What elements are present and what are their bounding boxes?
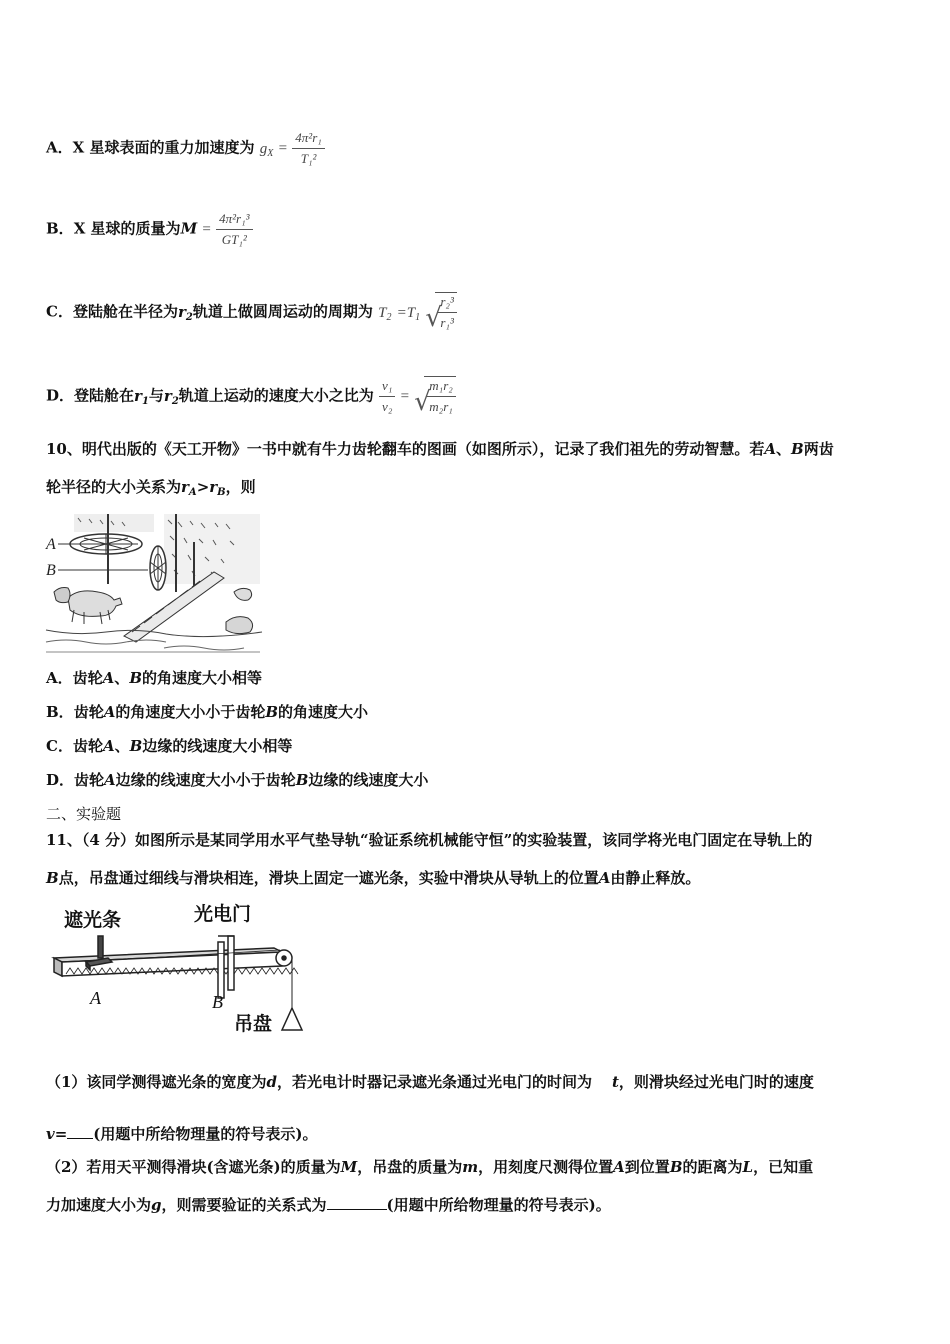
q11-stem: 11、（4 分）如图所示是某同学用水平气垫导轨“验证系统机械能守恒”的实验装置，该同学将光电门固定在导轨上的 B点，吊盘通过细线与滑块相连，滑块上固定一遮光条，实验中滑块从导轨上的位置A由静止释放。	[46, 831, 813, 887]
q10-stem: 10、明代出版的《天工开物》一书中就有牛力齿轮翻车的图画（如图所示），记录了我们祖先的劳动智慧。若A、B两齿 轮半径的大小关系为$r_A>r_B$，则	[46, 440, 834, 498]
formula-eq: =	[202, 221, 211, 238]
option-text: 与	[148, 386, 164, 405]
label-zheguangtiao: 遮光条	[64, 909, 122, 931]
label-b: B	[212, 992, 223, 1012]
formula-eq: =	[400, 388, 410, 405]
label-b: B	[46, 562, 56, 579]
q10-option-b: B．齿轮A的角速度大小小于齿轮B的角速度大小	[46, 703, 369, 721]
q10-waterwheel-figure	[44, 512, 264, 656]
section-heading: 二、实验题	[46, 805, 122, 823]
formula-lhs: $T_2$	[378, 304, 392, 323]
q11-part1-cont: v= (用题中所给物理量的符号表示)。	[46, 1125, 318, 1143]
airtrack-diagram	[46, 900, 316, 1040]
waterwheel-illustration	[44, 512, 264, 656]
formula-fraction: $\frac{\text{4π²r₁³}}{\text{GT₁²}}$	[216, 209, 252, 250]
q11-part1: （1）该同学测得遮光条的宽度为d，若光电计时器记录遮光条通过光电门的时间为 t，则滑块经过光电门时的速度	[46, 1073, 814, 1091]
q9-option-b	[46, 209, 253, 250]
formula-fraction: $\frac{\text{4π²r₁}}{\text{T₁²}}$	[292, 128, 325, 169]
option-text: X 星球的质量为	[73, 219, 181, 238]
answer-blank-1[interactable]	[67, 1138, 93, 1139]
option-text: 登陆舱在	[74, 386, 135, 405]
q9-option-a	[46, 128, 325, 169]
variable: $r_2$	[177, 302, 193, 323]
option-prefix: C．	[46, 302, 73, 321]
variable: M	[180, 219, 198, 238]
option-prefix: A．	[46, 138, 73, 157]
q9-option-c	[46, 292, 457, 333]
option-prefix: D．	[46, 386, 75, 405]
q11-airtrack-figure	[46, 900, 316, 1040]
label-diaopan: 吊盘	[234, 1013, 273, 1035]
variable: $r_2$	[163, 386, 179, 407]
formula-lhs: $g_X$	[259, 140, 274, 159]
formula-eq: =	[278, 140, 288, 157]
label-a: A	[46, 536, 56, 553]
label-a: A	[90, 988, 101, 1008]
formula-fraction-left: $\frac{\text{v₁}}{\text{v₂}}$	[379, 376, 395, 417]
option-prefix: B．	[46, 219, 74, 238]
answer-blank-2[interactable]	[327, 1209, 387, 1210]
q10-option-a: A．齿轮A、B的角速度大小相等	[46, 669, 263, 687]
q11-part2: （2）若用天平测得滑块(含遮光条)的质量为M，吊盘的质量为m，用刻度尺测得位置A到位置B的距离为L，已知重 力加速度大小为g，则需要验证的关系式为 (用题中所给物理量的符号表示)。	[46, 1158, 814, 1214]
option-text: 轨道上做圆周运动的周期为	[192, 302, 373, 321]
sqrt-expression: √ $\frac{\text{r₂³}}{\text{r₁³}}$	[425, 292, 456, 333]
variable: $r_1$	[134, 386, 149, 407]
formula-eq: $=T_1$	[396, 304, 421, 323]
q10-option-c: C．齿轮A、B边缘的线速度大小相等	[46, 737, 293, 755]
q10-option-d: D．齿轮A边缘的线速度大小小于齿轮B边缘的线速度大小	[46, 771, 429, 789]
option-text: 轨道上运动的速度大小之比为	[178, 386, 374, 405]
sqrt-expression: √ $\frac{\text{m₁r₂}}{\text{m₂r₁}}$	[414, 376, 456, 417]
label-guangdianmen: 光电门	[194, 903, 252, 925]
option-text: 登陆舱在半径为	[72, 302, 178, 321]
option-text: X 星球表面的重力加速度为	[72, 138, 255, 157]
q9-option-d	[46, 376, 456, 417]
